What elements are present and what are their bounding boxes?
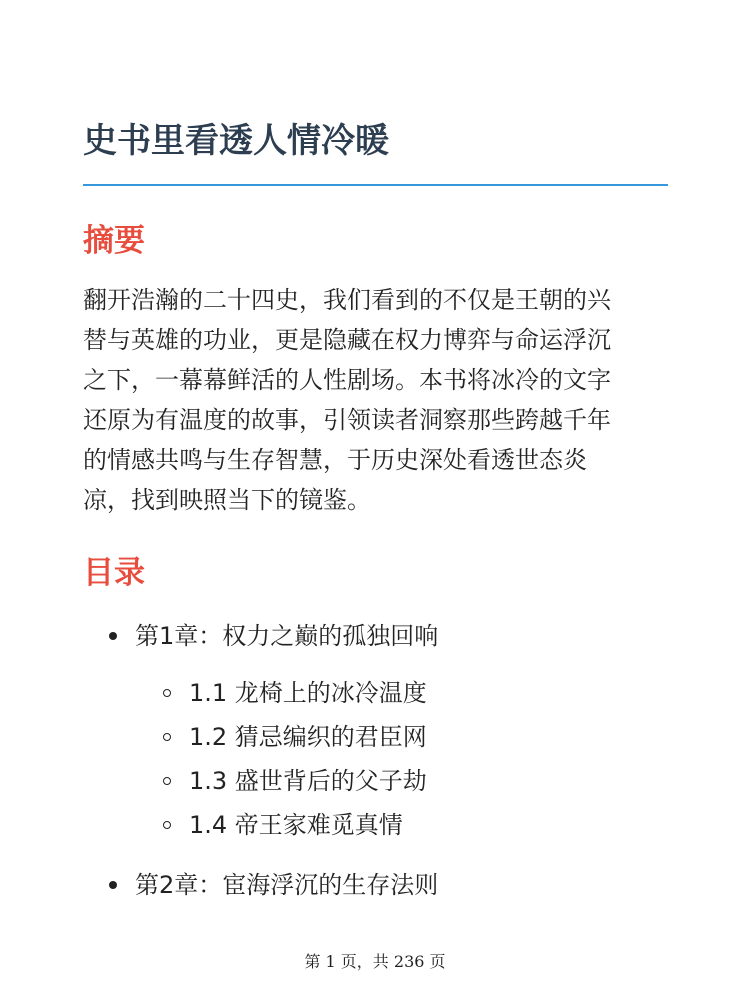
abstract-paragraph <box>83 280 668 520</box>
toc-section-1-1[interactable]: 1.1 龙椅上的冰冷温度 <box>189 679 427 707</box>
document-title: 史书里看透人情冷暖 <box>83 121 389 161</box>
title-underline <box>83 184 668 186</box>
toc-chapter-2[interactable]: 第2章：宦海浮沉的生存法则 <box>135 871 439 899</box>
toc-chapter-1[interactable]: 第1章：权力之巅的孤独回响 <box>135 622 439 650</box>
toc-section-1-4[interactable]: 1.4 帝王家难觅真情 <box>189 811 403 839</box>
circle-bullet-icon <box>163 821 171 829</box>
abstract-line: 的情感共鸣与生存智慧，于历史深处看透世态炎 <box>83 446 587 474</box>
toc-section-1-3[interactable]: 1.3 盛世背后的父子劫 <box>189 767 427 795</box>
toc-heading: 目录 <box>83 555 145 591</box>
disc-bullet-icon <box>109 632 117 640</box>
toc-section-1-2[interactable]: 1.2 猜忌编织的君臣网 <box>189 723 427 751</box>
page-number-footer: 第 1 页，共 236 页 <box>304 952 446 971</box>
abstract-line: 之下，一幕幕鲜活的人性剧场。本书将冰冷的文字 <box>83 366 611 394</box>
circle-bullet-icon <box>163 689 171 697</box>
abstract-line: 还原为有温度的故事，引领读者洞察那些跨越千年 <box>83 406 611 434</box>
circle-bullet-icon <box>163 733 171 741</box>
abstract-heading: 摘要 <box>83 223 145 259</box>
abstract-line: 凉，找到映照当下的镜鉴。 <box>83 486 371 514</box>
disc-bullet-icon <box>109 881 117 889</box>
abstract-line: 替与英雄的功业，更是隐藏在权力博弈与命运浮沉 <box>83 326 611 354</box>
circle-bullet-icon <box>163 777 171 785</box>
abstract-line: 翻开浩瀚的二十四史，我们看到的不仅是王朝的兴 <box>83 286 611 314</box>
